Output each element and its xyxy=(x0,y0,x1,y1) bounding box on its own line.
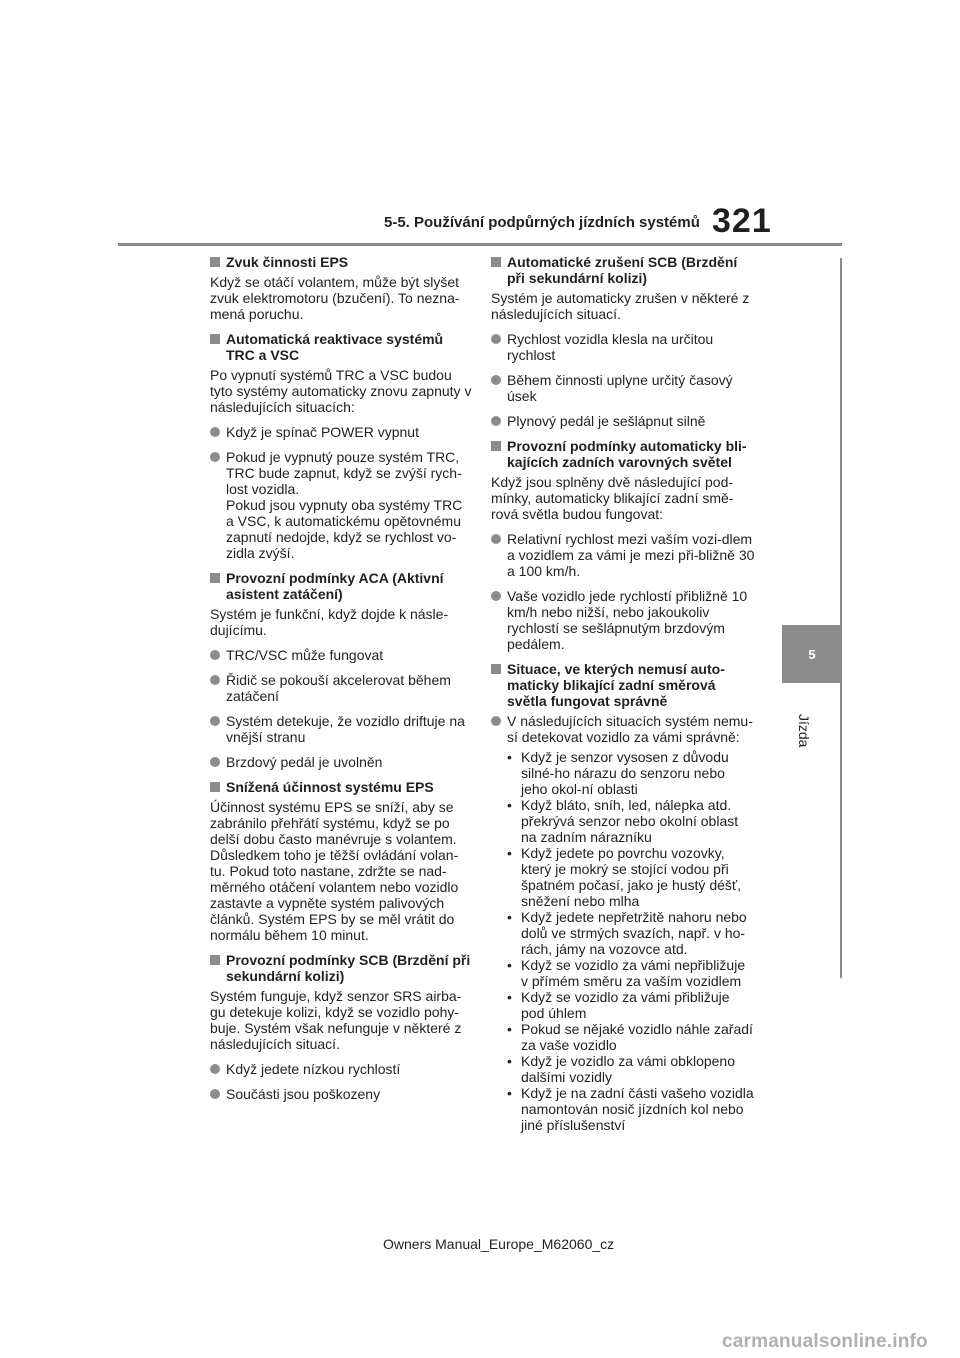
section-heading: Provozní podmínky SCB (Brzdění při sekundární kolizi) xyxy=(210,952,472,984)
list-item: Systém detekuje, že vozidlo driftuje na vnější stranu xyxy=(210,713,472,745)
side-divider xyxy=(840,258,842,978)
list-item: Brzdový pedál je uvolněn xyxy=(210,754,472,770)
left-column xyxy=(210,254,472,1111)
round-bullet-icon xyxy=(210,452,220,462)
round-bullet-icon xyxy=(491,416,501,426)
list-item: Pokud je vypnutý pouze systém TRC, TRC bude zapnut, když se zvýší rych-lost vozidla. Pokud jsou vypnuty oba systémy TRC a VSC, k automatickému opětovnému zapnutí nedojde, když se rychlost vo-zidla zvýší. xyxy=(210,449,472,561)
list-item: • Když se vozidlo za vámi nepřibližuje v přímém směru za vaším vozidlem xyxy=(507,957,755,989)
page-number: 321 xyxy=(712,202,772,240)
section-heading: Zvuk činnosti EPS xyxy=(210,254,472,270)
round-bullet-icon xyxy=(491,716,501,726)
list-item: Vaše vozidlo jede rychlostí přibližně 10 km/h nebo nižší, nebo jakoukoliv rychlostí se sešlápnutým brzdovým pedálem. xyxy=(491,588,755,652)
section-heading: Snížená účinnost systému EPS xyxy=(210,779,472,795)
round-bullet-icon xyxy=(491,591,501,601)
situation-list xyxy=(507,749,755,1133)
body-text: Systém je funkční, když dojde k násle-dujícímu. xyxy=(210,606,449,638)
section-heading: Automatická reaktivace systémů TRC a VSC xyxy=(210,331,472,363)
section-heading: Situace, ve kterých nemusí auto-maticky blikající zadní směrová světla fungovat správně xyxy=(491,661,755,709)
square-bullet-icon xyxy=(210,782,220,792)
square-bullet-icon xyxy=(491,441,501,451)
square-bullet-icon xyxy=(491,664,501,674)
round-bullet-icon xyxy=(210,716,220,726)
list-item: Rychlost vozidla klesla na určitou rychlost xyxy=(491,331,755,363)
chapter-tab: 5 xyxy=(782,625,842,683)
list-item: • Když jedete nepřetržitě nahoru nebo dolů ve strmých svazích, např. v ho-rách, jámy na vozovce atd. xyxy=(507,909,755,957)
section-heading: Automatické zrušení SCB (Brzdění při sekundární kolizi) xyxy=(491,254,755,286)
round-bullet-icon xyxy=(210,427,220,437)
chapter-name: Jízda xyxy=(796,714,812,748)
list-item: • Když se vozidlo za vámi přibližuje pod úhlem xyxy=(507,989,755,1021)
list-item: Když je spínač POWER vypnut xyxy=(210,424,472,440)
round-bullet-icon xyxy=(491,375,501,385)
list-item: • Když bláto, sníh, led, nálepka atd. překrývá senzor nebo okolní oblast na zadním nárazníku xyxy=(507,797,755,845)
body-text: Účinnost systému EPS se sníží, aby se zabránilo přehřátí systému, když se po delší dobu často manévruje s volantem. Důsledkem toho je těžší ovládání volan-tu. Pokud toto nastane, zdržte se nad-měrného otáčení volantem nebo vozidlo zastavte a vypněte systém palivových článků. Systém EPS by se měl vrátit do normálu během 10 minut. xyxy=(210,799,459,943)
list-item: • Když je senzor vysosen z důvodu silné-ho nárazu do senzoru nebo jeho okol-ní oblasti xyxy=(507,749,755,797)
list-item: V následujících situacích systém nemu-sí detekovat vozidlo za vámi správně: xyxy=(491,713,755,745)
list-item: Součásti jsou poškozeny xyxy=(210,1086,472,1102)
list-item: TRC/VSC může fungovat xyxy=(210,647,472,663)
section-heading: Provozní podmínky automaticky bli-kajících zadních varovných světel xyxy=(491,438,755,470)
square-bullet-icon xyxy=(491,257,501,267)
section-heading: Provozní podmínky ACA (Aktivní asistent zatáčení) xyxy=(210,570,472,602)
body-text: Když jsou splněny dvě následující pod-mínky, automaticky blikající zadní smě-rová světla budou fungovat: xyxy=(491,474,734,522)
right-column xyxy=(491,254,755,1142)
round-bullet-icon xyxy=(210,1089,220,1099)
round-bullet-icon xyxy=(491,534,501,544)
watermark: carmanualsonline.info xyxy=(722,1331,928,1352)
list-item: • Když jedete po povrchu vozovky, který je mokrý se stojící vodou při špatném počasí, jako je hustý déšť, sněžení nebo mlha xyxy=(507,845,755,909)
square-bullet-icon xyxy=(210,573,220,583)
round-bullet-icon xyxy=(210,675,220,685)
footer-text: Owners Manual_Europe_M62060_cz xyxy=(383,1236,615,1252)
body-text: Když se otáčí volantem, může být slyšet zvuk elektromotoru (bzučení). To nezna-mená poruchu. xyxy=(210,274,460,322)
section-header-title: 5-5. Používání podpůrných jízdních systémů xyxy=(384,214,700,231)
header-divider xyxy=(118,243,842,246)
square-bullet-icon xyxy=(210,257,220,267)
body-text: Systém funguje, když senzor SRS airba-gu detekuje kolizi, když se vozidlo pohy-buje. Systém však nefunguje v některé z následujících situací. xyxy=(210,988,462,1052)
list-item: Plynový pedál je sešlápnut silně xyxy=(491,413,755,429)
round-bullet-icon xyxy=(210,650,220,660)
list-item: Když jedete nízkou rychlostí xyxy=(210,1061,472,1077)
list-item: • Pokud se nějaké vozidlo náhle zařadí za vaše vozidlo xyxy=(507,1021,755,1053)
square-bullet-icon xyxy=(210,955,220,965)
list-item: Relativní rychlost mezi vaším vozi-dlem a vozidlem za vámi je mezi při-bližně 30 a 100 km/h. xyxy=(491,531,755,579)
list-item: • Když je na zadní části vašeho vozidla namontován nosič jízdních kol nebo jiné příslušenství xyxy=(507,1085,755,1133)
body-text: Po vypnutí systémů TRC a VSC budou tyto systémy automaticky znovu zapnuty v následujících situacích: xyxy=(210,367,472,415)
round-bullet-icon xyxy=(491,334,501,344)
square-bullet-icon xyxy=(210,334,220,344)
body-text: Systém je automaticky zrušen v některé z následujících situací. xyxy=(491,290,750,322)
round-bullet-icon xyxy=(210,757,220,767)
list-item: • Když je vozidlo za vámi obklopeno dalšími vozidly xyxy=(507,1053,755,1085)
list-item: Během činnosti uplyne určitý časový úsek xyxy=(491,372,755,404)
round-bullet-icon xyxy=(210,1064,220,1074)
list-item: Řidič se pokouší akcelerovat během zatáčení xyxy=(210,672,472,704)
